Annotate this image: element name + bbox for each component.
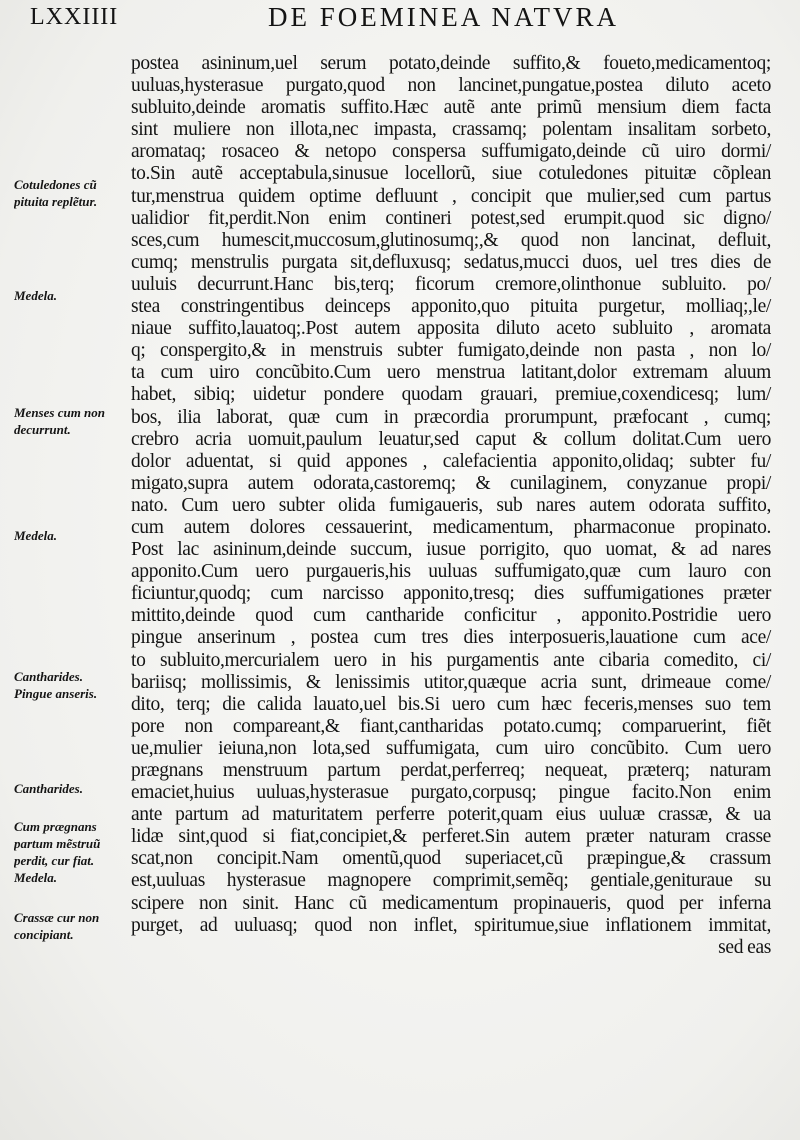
text-line: pingue anserinum , postea cum tres dies interposueris,lauatione cum ace/ [131, 627, 771, 649]
text-line: apponito.Cum uero purgaueris,his uuluas suffumigato,quæ cum lauro con [131, 561, 771, 583]
margin-note-line: Cantharides. [14, 669, 83, 684]
body-text [131, 53, 771, 959]
text-line: subluito,deinde aromatis suffito.Hæc autẽ ante primũ mensium diem facta [131, 97, 771, 119]
text-line: stea constringentibus deinceps apponito,quo pituita purgetur, molliaq;,le/ [131, 296, 771, 318]
text-line: ualidior fit,perdit.Non enim contineri potest,sed erumpit.quod sic digno/ [131, 207, 771, 229]
text-line: aromataq; rosaceo & netopo conspersa suffumigato,deinde cũ uiro dormi/ [131, 141, 771, 163]
text-line: sed eas [718, 936, 771, 958]
margin-note [14, 668, 126, 702]
margin-note-line: Cum prægnans [14, 819, 97, 834]
text-line: bos, ilia laborat, quæ cum in præcordia prorumpunt, præfocant , cumq; [131, 406, 771, 428]
running-title: DE FOEMINEA NATVRA [268, 2, 619, 32]
text-line: crebro acria uomuit,paulum leuatur,sed caput & collum dolitat.Cum uero [131, 428, 771, 450]
page-number: LXXIIII [30, 4, 119, 30]
text-line: q; conspergito,& in menstruis subter fumigato,deinde non pasta , non lo/ [131, 340, 771, 362]
margin-note-line: perdit, cur fiat. [14, 853, 95, 868]
text-line: to subluito,mercurialem uero in his purgamentis ante cibaria comedito, ci/ [131, 649, 771, 671]
text-line: nato. Cum uero subter olida fumigaueris, sub nares autem odorata suffito, [131, 494, 771, 516]
text-line: est,uuluas hysterasue magnopere comprimit,semẽq; gentiale,genituraue su [131, 870, 771, 892]
text-line: purget, ad uuluasq; quod non inflet, spiritumue,siue inflationem immitat, [131, 914, 771, 936]
margin-note [14, 404, 126, 438]
text-line: cumq; menstrulis purgata sit,defluxusq; sedatus,mucci duos, uel tres dies de [131, 251, 771, 273]
margin-note-line: Menses cum non [14, 405, 106, 420]
margin-note-line: pituita replẽtur. [14, 194, 98, 209]
margin-note-line: partum mẽstruũ [14, 836, 101, 851]
text-line: emaciet,huius uuluas,hysterasue purgato,corpusq; pingue facito.Non enim [131, 782, 771, 804]
text-line: ta cum uiro concũbito.Cum uero menstrua latitant,dolor extremam aluum [131, 362, 771, 384]
text-line: lidæ sint,quod si fiat,concipiet,& perferet.Sin autem præter naturam crasse [131, 826, 771, 848]
text-line: mittito,deinde quod cum cantharide conficitur , apponito.Postridie uero [131, 605, 771, 627]
text-line: uuluas,hysterasue purgato,quod non lancinet,pungatue,postea diluto aceto [131, 75, 771, 97]
text-line: tur,menstrua quidem optime defluunt , concipit que mulier,sed cum partus [131, 185, 771, 207]
margin-note [14, 287, 126, 304]
margin-note-line: Pingue anseris. [14, 686, 98, 701]
text-line: postea asininum,uel serum potato,deinde suffito,& foueto,medicamentoq; [131, 53, 771, 74]
margin-note [14, 909, 126, 943]
text-line: ficiuntur,quodq; cum narcisso apponito,tresq; dies suffumigationes præter [131, 583, 771, 605]
margin-note-line: Medela. [14, 528, 57, 543]
text-line: niaue suffito,lauatoq;.Post autem apposita diluto aceto subluito , aromata [131, 318, 771, 340]
text-line: habet, sibiq; uidetur pondere quodam grauari, premiue,coxendicesq; lum/ [131, 384, 771, 406]
margin-note [14, 176, 126, 210]
text-line: dito, terq; die calida lauato,uel bis.Si uero cum hæc feceris,menses suo tem [131, 693, 771, 715]
text-line: bariisq; mollissimis, & lenissimis utitor,quæque acria sunt, drimeaue come/ [131, 671, 771, 693]
margin-note [14, 527, 126, 544]
margin-note-line: concipiant. [14, 927, 74, 942]
margin-note-line: Cantharides. [14, 781, 83, 796]
margin-note-line: Medela. [14, 288, 57, 303]
margin-note-line: Medela. [14, 870, 57, 885]
text-line: prægnans menstruum partum perdat,perferreq; nequeat, præterq; naturam [131, 760, 771, 781]
margin-note-line: Cotuledones cũ [14, 177, 97, 192]
text-line: Post lac asininum,deinde succum, iusue porrigito, quo uomat, & ad nares [131, 539, 771, 561]
text-line: sces,cum humescit,muccosum,glutinosumq;,& quod non lancinat, defluit, [131, 229, 771, 251]
margin-note-line: Crassæ cur non [14, 910, 100, 925]
margin-note-line: decurrunt. [14, 422, 71, 437]
text-line: scat,non concipit.Nam omentũ,quod superiacet,cũ præpingue,& crassum [131, 848, 771, 870]
text-line: pore non compareant,& fiant,cantharidas potato.cumq; comparuerint, fiẽt [131, 715, 771, 737]
text-line: cum autem dolores cessauerint, medicamentum, pharmaconue propinato. [131, 516, 771, 538]
text-line: uuluis decurrunt.Hanc bis,terq; ficorum cremore,olinthonue subluito. po/ [131, 273, 771, 295]
text-line: sint muliere non illota,nec impasta, crassamq; polentam insalitam sorbeto, [131, 119, 771, 141]
text-line: dolor aduentat, si quid appones , calefacientia apponito,olidaq; subter fu/ [131, 450, 771, 472]
text-line: migato,supra autem odorata,castoremq; & cunilaginem, conyzanue propi/ [131, 472, 771, 494]
margin-note [14, 818, 126, 886]
text-line: to.Sin autẽ acceptabula,sinusue locellorũ, siue cotuledones pituitæ cõplean [131, 163, 771, 185]
text-line: ue,mulier ieiuna,non lota,sed suffumigata, cum uiro concũbito. Cum uero [131, 737, 771, 759]
text-line: scipere non sinit. Hanc cũ medicamentum propinaueris, quod per inferna [131, 892, 771, 914]
margin-note [14, 780, 126, 797]
text-line: ante partum ad maturitatem perferre poterit,quam eius uuluæ crassæ, & ua [131, 804, 771, 826]
